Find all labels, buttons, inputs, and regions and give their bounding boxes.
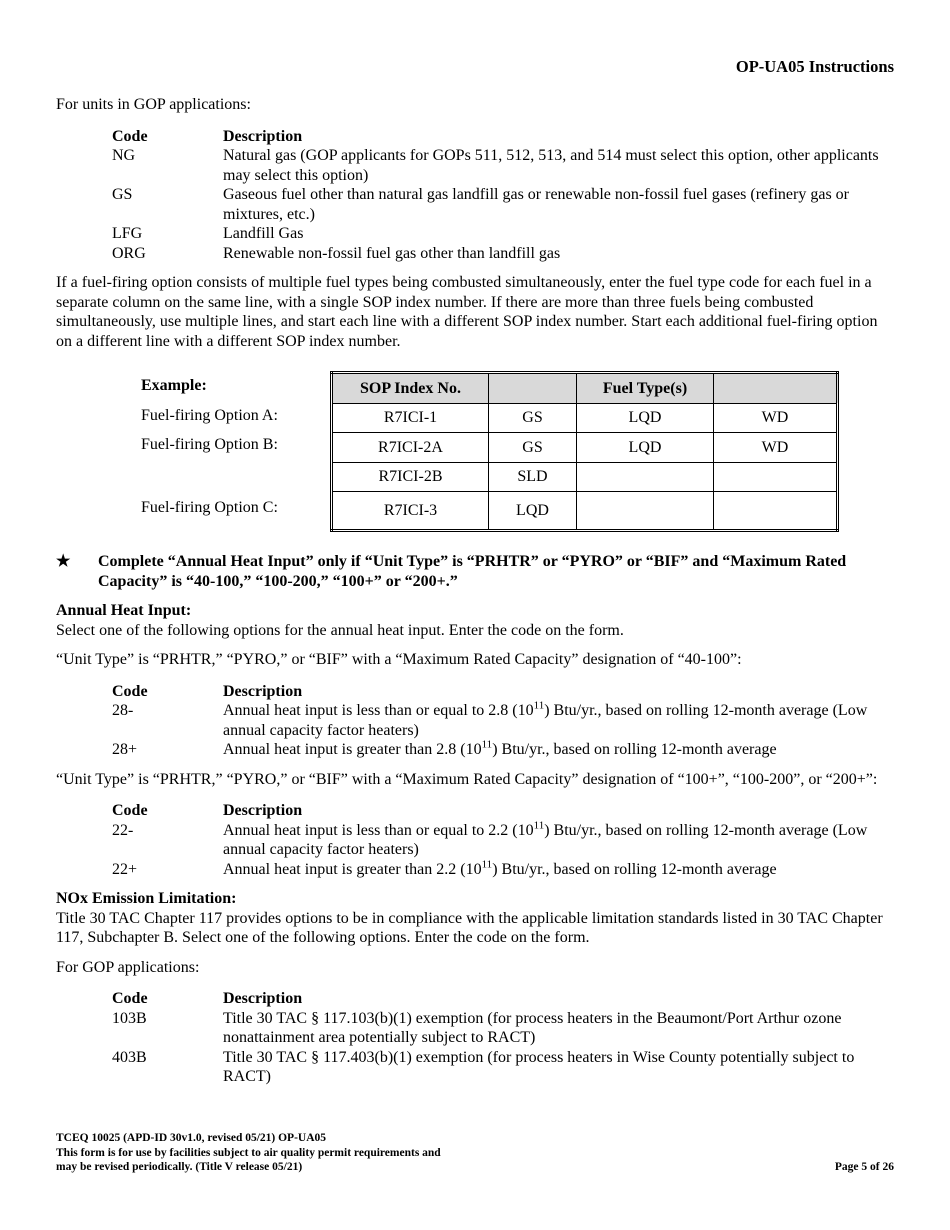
example-row-labels xyxy=(141,371,330,532)
nox-intro: Title 30 TAC Chapter 117 provides options to be in compliance with the applicable limitation standards listed in 30 TAC Chapter 117, Subchapter B. Select one of the following options. Enter the code on the form. xyxy=(56,909,883,946)
footer-notice-line: This form is for use by facilities subject to air quality permit requirements and xyxy=(56,1146,441,1159)
sop-index-cell: R7ICI-2A xyxy=(332,433,489,463)
fuel-code-row xyxy=(112,244,894,264)
description-text: Annual heat input is greater than 2.2 (10 xyxy=(223,860,482,878)
description-cell: Renewable non-fossil fuel gas other than landfill gas xyxy=(223,244,561,262)
code-row xyxy=(112,860,894,880)
footer-form-id: TCEQ 10025 (APD-ID 30v1.0, revised 05/21) OP-UA05 xyxy=(56,1132,327,1144)
fuel-cell: LQD xyxy=(577,433,714,463)
header-description: Description xyxy=(223,802,303,819)
code-cell: NG xyxy=(112,147,136,164)
annual-heat-table-2 xyxy=(112,801,894,879)
code-row xyxy=(112,821,894,860)
header-code: Code xyxy=(112,802,148,819)
sop-index-cell: R7ICI-3 xyxy=(332,492,489,531)
annual-heat-table-1 xyxy=(112,682,894,760)
fuel-code-row xyxy=(112,185,894,224)
sop-index-cell: R7ICI-1 xyxy=(332,403,489,433)
table-row xyxy=(332,492,838,531)
nox-code-table xyxy=(112,989,894,1087)
exponent: 11 xyxy=(533,699,545,712)
star-icon: ★ xyxy=(56,553,71,570)
nox-heading: NOx Emission Limitation: xyxy=(56,890,237,907)
description-cell xyxy=(223,860,894,880)
fuel-cell: LQD xyxy=(489,492,577,531)
description-text: Annual heat input is greater than 2.8 (10 xyxy=(223,741,482,758)
code-cell: 28- xyxy=(112,702,134,719)
footer-notice-line: may be revised periodically. (Title V release 05/21) xyxy=(56,1161,303,1173)
annual-heat-condition-1: “Unit Type” is “PRHTR,” “PYRO,” or “BIF” with a “Maximum Rated Capacity” designation of “40-100”: xyxy=(56,651,742,668)
header-blank xyxy=(489,373,577,404)
code-row xyxy=(112,1009,894,1048)
example-block xyxy=(141,371,894,532)
nox-gop-intro: For GOP applications: xyxy=(56,958,200,976)
header-code: Code xyxy=(112,127,148,145)
fuel-code-table xyxy=(112,127,894,264)
fuel-cell: WD xyxy=(714,433,838,463)
code-header xyxy=(112,989,894,1009)
table-row xyxy=(332,403,838,433)
table-row xyxy=(332,433,838,463)
fuel-code-header xyxy=(112,127,894,147)
example-row-label: Fuel-firing Option A: xyxy=(141,406,278,424)
code-cell: 103B xyxy=(112,1009,147,1027)
code-cell: GS xyxy=(112,186,133,203)
description-cell: Title 30 TAC § 117.103(b)(1) exemption (for process heaters in the Beaumont/Port Arthur ozone nonattainment area potentially subject to RACT) xyxy=(223,1009,842,1046)
fuel-cell: GS xyxy=(489,403,577,433)
fuel-code-row xyxy=(112,146,894,185)
header-blank xyxy=(714,373,838,404)
fuel-code-row xyxy=(112,224,894,244)
multi-fuel-paragraph: If a fuel-firing option consists of multiple fuel types being combusted simultaneously, enter the fuel type code for each fuel in a separate column on the same line, with a single SOP index number. If there are more than three fuels being combusted simultaneously, use multiple lines, and start each line with a different SOP index number. Start each additional fuel-firing option on a different line with a different SOP index number. xyxy=(56,274,878,350)
table-row xyxy=(332,462,838,492)
page-header-title: OP-UA05 Instructions xyxy=(735,57,894,76)
example-header-row xyxy=(332,373,838,404)
description-cell: Natural gas (GOP applicants for GOPs 511, 512, 513, and 514 must select this option, other applicants may select this option) xyxy=(223,147,879,184)
code-cell: 28+ xyxy=(112,741,138,758)
example-label: Example: xyxy=(141,377,207,394)
header-description: Description xyxy=(223,990,303,1007)
code-row xyxy=(112,1048,894,1087)
page-content xyxy=(56,95,894,1087)
description-text: Annual heat input is less than or equal to 2.2 (10 xyxy=(223,821,534,839)
header-code: Code xyxy=(112,990,148,1007)
example-row-label: Fuel-firing Option B: xyxy=(141,436,278,453)
header-description: Description xyxy=(223,682,303,700)
description-cell xyxy=(223,740,894,760)
code-cell: LFG xyxy=(112,225,143,242)
sop-index-cell: R7ICI-2B xyxy=(332,462,489,492)
description-cell: Title 30 TAC § 117.403(b)(1) exemption (for process heaters in Wise County potentially subject to RACT) xyxy=(223,1048,855,1085)
exponent: 11 xyxy=(481,738,493,751)
code-cell: 22+ xyxy=(112,860,138,878)
annual-heat-heading: Annual Heat Input: xyxy=(56,602,192,619)
description-cell: Gaseous fuel other than natural gas landfill gas or renewable non-fossil fuel gases (refinery gas or mixtures, etc.) xyxy=(223,186,850,223)
code-cell: 22- xyxy=(112,821,134,839)
description-cell xyxy=(223,821,894,860)
description-cell xyxy=(223,701,894,740)
header-code: Code xyxy=(112,682,148,700)
header-fuel-types: Fuel Type(s) xyxy=(577,373,714,404)
annual-heat-intro: Select one of the following options for the annual heat input. Enter the code on the form. xyxy=(56,621,624,639)
example-row-label: Fuel-firing Option C: xyxy=(141,499,278,516)
code-header xyxy=(112,801,894,821)
fuel-cell: WD xyxy=(714,403,838,433)
code-row xyxy=(112,701,894,740)
fuel-cell xyxy=(577,462,714,492)
description-text: ) Btu/yr., based on rolling 12-month average (Low annual capacity factor heaters) xyxy=(223,821,868,858)
code-row xyxy=(112,740,894,760)
description-cell: Landfill Gas xyxy=(223,225,304,242)
description-text: ) Btu/yr., based on rolling 12-month average (Low annual capacity factor heaters) xyxy=(223,702,868,739)
description-text: Annual heat input is less than or equal to 2.8 (10 xyxy=(223,702,534,719)
fuel-cell: LQD xyxy=(577,403,714,433)
exponent: 11 xyxy=(481,858,493,871)
description-text: ) Btu/yr., based on rolling 12-month average xyxy=(492,860,777,878)
page-number: Page 5 of 26 xyxy=(834,1161,894,1173)
example-row-label xyxy=(141,460,330,490)
fuel-cell xyxy=(577,492,714,531)
fuel-cell: GS xyxy=(489,433,577,463)
code-header xyxy=(112,682,894,702)
star-note-text: Complete “Annual Heat Input” only if “Unit Type” is “PRHTR” or “PYRO” or “BIF” and “Maximum Rated Capacity” is “40-100,” “100-200,” “100+” or “200+.” xyxy=(98,553,847,590)
code-cell: 403B xyxy=(112,1048,147,1066)
example-table xyxy=(330,371,839,532)
annual-heat-condition-2: “Unit Type” is “PRHTR,” “PYRO,” or “BIF” with a “Maximum Rated Capacity” designation of “100+”, “100-200”, or “200+”: xyxy=(56,770,878,788)
description-text: ) Btu/yr., based on rolling 12-month average xyxy=(492,741,777,758)
header-description: Description xyxy=(223,127,303,145)
header-sop-index: SOP Index No. xyxy=(332,373,489,404)
star-note xyxy=(56,552,894,591)
fuel-cell: SLD xyxy=(489,462,577,492)
gop-intro: For units in GOP applications: xyxy=(56,96,251,113)
code-cell: ORG xyxy=(112,244,146,262)
fuel-cell xyxy=(714,462,838,492)
fuel-cell xyxy=(714,492,838,531)
exponent: 11 xyxy=(533,819,545,832)
page-footer xyxy=(56,1131,894,1175)
